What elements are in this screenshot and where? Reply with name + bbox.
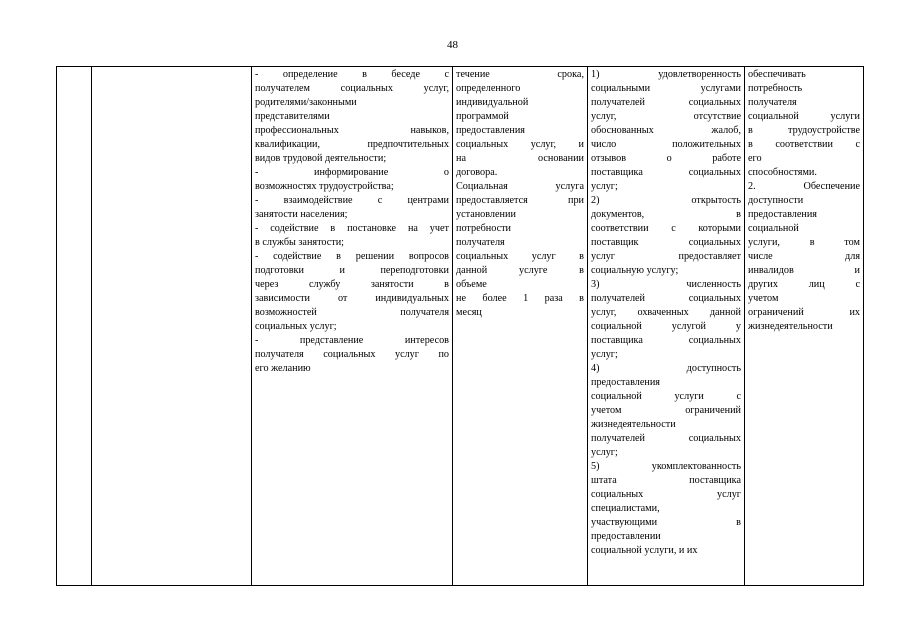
text-line: социальной услугой у bbox=[591, 321, 741, 332]
text-line: социальных услуг в bbox=[456, 251, 584, 262]
text-line: ограничений их bbox=[748, 307, 860, 318]
text-line: возможностей получателя bbox=[255, 307, 449, 318]
text-line: социальными услугами bbox=[591, 83, 741, 94]
text-line: получателя bbox=[748, 97, 797, 108]
text-line: услуг; bbox=[591, 447, 618, 458]
text-line: занятости населения; bbox=[255, 209, 348, 220]
text-line: предоставления bbox=[456, 125, 525, 136]
text-line: Социальная услуга bbox=[456, 181, 584, 192]
text-line: в трудоустройстве bbox=[748, 125, 860, 136]
text-line: число положительных bbox=[591, 139, 741, 150]
text-line: 3) численность bbox=[591, 279, 741, 290]
text-line: его bbox=[748, 153, 762, 164]
text-line: в службы занятости; bbox=[255, 237, 345, 248]
cell-service-conditions bbox=[745, 67, 864, 586]
text-line: родителями/законными bbox=[255, 97, 357, 108]
text-line: 1) удовлетворенность bbox=[591, 69, 741, 80]
text-line: его желанию bbox=[255, 363, 311, 374]
text-line: соответствии с которыми bbox=[591, 223, 741, 234]
text-line: поставщик социальных bbox=[591, 237, 741, 248]
text-line: услуг; bbox=[591, 181, 618, 192]
text-line: - содействие в постановке на учет bbox=[255, 223, 449, 234]
text-line: 5) укомплектованность bbox=[591, 461, 741, 472]
text-line: объеме bbox=[456, 279, 487, 290]
text-line: видов трудовой деятельности; bbox=[255, 153, 387, 164]
text-line: возможностях трудоустройства; bbox=[255, 181, 394, 192]
text-line: социальной услуги, и их bbox=[591, 545, 698, 556]
text-line: поставщика социальных bbox=[591, 167, 741, 178]
text-line: услуг, охваченных данной bbox=[591, 307, 741, 318]
text-line: социальных услуг; bbox=[255, 321, 337, 332]
text-line: специалистами, bbox=[591, 503, 660, 514]
text-line: не более 1 раза в bbox=[456, 293, 584, 304]
text-line: - информирование о bbox=[255, 167, 449, 178]
text-line: числе для bbox=[748, 251, 860, 262]
text-line: жизнедеятельности bbox=[591, 419, 676, 430]
text-line: социальных услуг, и bbox=[456, 139, 584, 150]
text-line: - взаимодействие с центрами bbox=[255, 195, 449, 206]
text-line: зависимости от индивидуальных bbox=[255, 293, 449, 304]
text-line: установлении bbox=[456, 209, 516, 220]
text-line: потребности bbox=[456, 223, 512, 234]
text-line: поставщика социальных bbox=[591, 335, 741, 346]
text-line: способностями. bbox=[748, 167, 817, 178]
text-line: 2. Обеспечение bbox=[748, 181, 860, 192]
text-line: доступности bbox=[748, 195, 804, 206]
text-line: течение срока, bbox=[456, 69, 584, 80]
text-line: отзывов о работе bbox=[591, 153, 741, 164]
text-line: социальной услуги с bbox=[591, 391, 741, 402]
text-line: месяц bbox=[456, 307, 482, 318]
text-line: потребность bbox=[748, 83, 803, 94]
text-line: - содействие в решении вопросов bbox=[255, 251, 449, 262]
text-line: получателей социальных bbox=[591, 433, 741, 444]
text-line: обоснованных жалоб, bbox=[591, 125, 741, 136]
text-line: предоставлении bbox=[591, 531, 661, 542]
text-line: предоставляется при bbox=[456, 195, 584, 206]
text-line: жизнедеятельности bbox=[748, 321, 833, 332]
services-table bbox=[56, 66, 864, 586]
text-line: в соответствии с bbox=[748, 139, 860, 150]
text-line: данной услуге в bbox=[456, 265, 584, 276]
cell-number bbox=[57, 67, 92, 586]
text-line: подготовки и переподготовки bbox=[255, 265, 449, 276]
text-line: обеспечивать bbox=[748, 69, 806, 80]
cell-service-name bbox=[92, 67, 252, 586]
text-line: получателя социальных услуг по bbox=[255, 349, 449, 360]
text-line: определенного bbox=[456, 83, 521, 94]
text-line: учетом bbox=[748, 293, 779, 304]
text-line: услуг предоставляет bbox=[591, 251, 741, 262]
text-line: получателя bbox=[456, 237, 505, 248]
text-line: договора. bbox=[456, 167, 498, 178]
text-line: через службу занятости в bbox=[255, 279, 449, 290]
text-line: представителями bbox=[255, 111, 330, 122]
text-line: инвалидов и bbox=[748, 265, 860, 276]
text-line: программой bbox=[456, 111, 509, 122]
text-line: документов, в bbox=[591, 209, 741, 220]
text-line: на основании bbox=[456, 153, 584, 164]
text-line: 2) открытость bbox=[591, 195, 741, 206]
text-line: штата поставщика bbox=[591, 475, 741, 486]
text-line: - определение в беседе с bbox=[255, 69, 449, 80]
text-line: учетом ограничений bbox=[591, 405, 741, 416]
text-line: предоставления bbox=[748, 209, 817, 220]
text-line: социальной услуги bbox=[748, 111, 860, 122]
text-line: социальных услуг bbox=[591, 489, 741, 500]
text-line: услуг; bbox=[591, 349, 618, 360]
text-line: получателем социальных услуг, bbox=[255, 83, 449, 94]
table-row bbox=[57, 67, 864, 586]
text-line: индивидуальной bbox=[456, 97, 529, 108]
text-line: 4) доступность bbox=[591, 363, 741, 374]
text-line: социальную услугу; bbox=[591, 265, 679, 276]
cell-service-description bbox=[252, 67, 453, 586]
cell-service-terms bbox=[453, 67, 588, 586]
text-line: получателей социальных bbox=[591, 293, 741, 304]
text-line: участвующими в bbox=[591, 517, 741, 528]
text-line: предоставления bbox=[591, 377, 660, 388]
text-line: услуг, отсутствие bbox=[591, 111, 741, 122]
cell-quality-indicators bbox=[588, 67, 745, 586]
text-line: получателей социальных bbox=[591, 97, 741, 108]
text-line: квалификации, предпочтительных bbox=[255, 139, 449, 150]
text-line: профессиональных навыков, bbox=[255, 125, 449, 136]
page-number: 48 bbox=[447, 39, 458, 51]
text-line: - представление интересов bbox=[255, 335, 449, 346]
text-line: других лиц с bbox=[748, 279, 860, 290]
text-line: услуги, в том bbox=[748, 237, 860, 248]
text-line: социальной bbox=[748, 223, 799, 234]
